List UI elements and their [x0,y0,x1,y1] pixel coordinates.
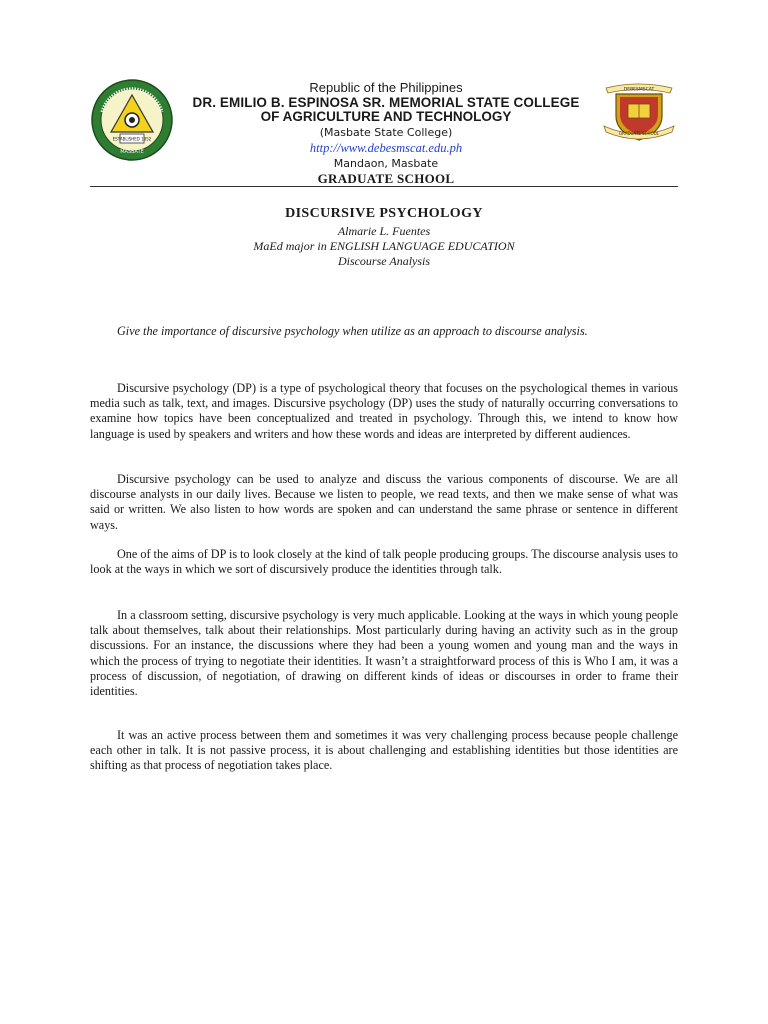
svg-text:ESTABLISHED 1952: ESTABLISHED 1952 [112,136,152,142]
paragraph-5: It was an active process between them and sometimes it was very challenging process because people challenge each other in talk. It is not passive process, it is about challenging and establishing identities but those identities are shifting as that process of negotiation takes place. [90,728,678,773]
paragraph-4: In a classroom setting, discursive psychology is very much applicable. Looking at the ways in which young people talk about themselves, talk about their relationships. Most particularly during having an activity such as in the group discussions. For an instance, the discussions where they had been a young women and young man and the ways in which the process of trying to negotiate their identities. It wasn’t a straightforward process of this is Who I am, it was a process of discussion, of negotiation, of drawing on different kinds of ideas or discourses in order to frame their identities. [90,608,678,699]
graduate-school-heading: GRADUATE SCHOOL [317,171,455,186]
paragraph-2: Discursive psychology can be used to analyze and discuss the various components of discourse. We are all discourse analysts in our daily lives. Because we listen to people, we read texts, and then we make sense of what was said or written. We also listen to how words are spoken and can understand the same phrase or sentence in different ways. [90,472,678,532]
svg-text:DEBESMSCAT: DEBESMSCAT [623,87,655,93]
republic-line: Republic of the Philippines [309,80,463,95]
header-divider [90,186,678,187]
author-name: Almarie L. Fuentes [337,224,431,238]
author-major: MaEd major in ENGLISH LANGUAGE EDUCATION [253,239,515,253]
svg-text:MASBATE: MASBATE [120,149,144,155]
paragraph-3: One of the aims of DP is to look closely at the kind of talk people producing groups. The discourse analysis uses to look at the ways in which we sort of discursively produce the identities through talk. [90,547,678,577]
svg-text:GRADUATE SCHOOL: GRADUATE SCHOOL [619,131,659,136]
college-short-name: (Masbate State College) [319,126,453,139]
document-title: DISCURSIVE PSYCHOLOGY [285,206,483,221]
essay-question: Give the importance of discursive psychology when utilize as an approach to discourse analysis. [117,324,588,338]
college-name-line2: OF AGRICULTURE AND TECHNOLOGY [260,109,512,124]
paragraph-1: Discursive psychology (DP) is a type of psychological theory that focuses on the psychological themes in various media such as talk, text, and images. Discursive psychology (DP) uses the study of naturally occurring conversations to examine how topics have been conceptualized and treated in psychology. Through this, we intend to know how language is used by speakers and writers and how these words and ideas are interpreted by different audiences. [90,381,678,441]
college-location: Mandaon, Masbate [333,157,439,170]
college-website-link[interactable]: http://www.debesmscat.edu.ph [309,141,463,155]
course-name: Discourse Analysis [337,254,431,268]
college-name-line1: DR. EMILIO B. ESPINOSA SR. MEMORIAL STATE COLLEGE [192,95,580,110]
